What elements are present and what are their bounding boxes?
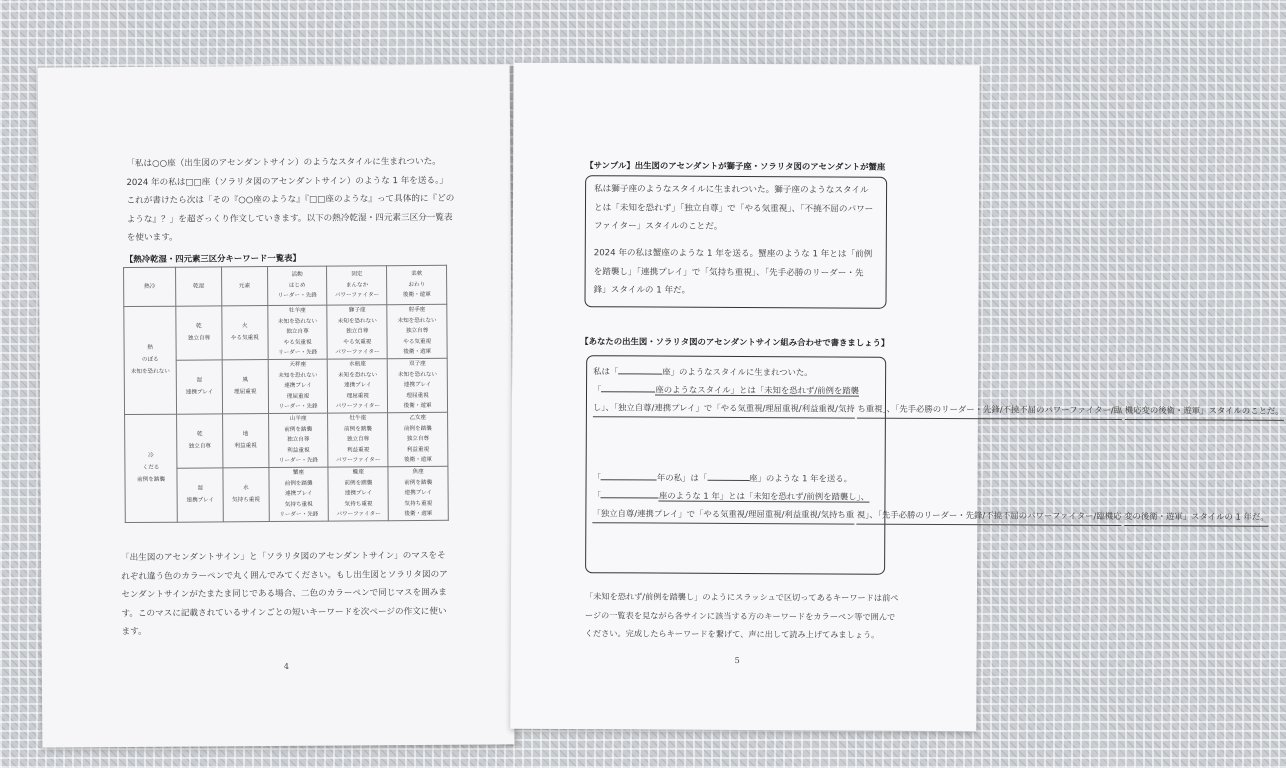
heat-cell: 冷 くだる 前例を踏襲	[125, 414, 178, 522]
element-cell: 水 気持ち重視	[223, 467, 269, 521]
header-cardinal: 活動 はじめ リーダー・先鋒	[267, 266, 327, 305]
header-fixed: 固定 まんなか パワーファイター	[327, 266, 387, 305]
sample-line: とは「未知を恐れず」「独立自尊」で「やる気重視」、「不撓不屈のパワー	[593, 202, 874, 215]
sample-box	[584, 175, 887, 309]
outro-line: 「出生図のアセンダントサイン」と「ソラリタ図のアセンダントサイン」のマスをそ	[121, 550, 446, 564]
sign-cell: 射手座 未知を恐れない 独立自尊 やる気重視 後衛・遊軍	[387, 304, 447, 358]
sign-cell: 蠍座 前例を踏襲 連携プレイ 気持ち重視 パワーファイター	[328, 467, 388, 521]
fill-in-line: 「 座のような 1 年」とは「未知を恐れず/前例を踏襲し」、	[592, 490, 870, 502]
fill-in-line: 「独立自尊/連携プレイ」で「やる気重視/理屈重視/利益重視/気持ち重	[592, 504, 854, 524]
fill-in-line: 私は「 座」のようなスタイルに生まれついた。	[593, 366, 813, 378]
sign-blank[interactable]	[601, 488, 659, 498]
sample-line: 2024 年の私は蟹座のような 1 年を送る。蟹座のような 1 年とは「前例	[593, 248, 873, 260]
sign-blank[interactable]	[707, 471, 749, 481]
intro-line: 2024 年の私は□□座（ソラリタ図のアセンダントサイン）のような 1 年を送る。」	[126, 175, 448, 188]
table-title: 【熱冷乾湿・四元素三区分キーワード一覧表】	[124, 252, 301, 265]
table-row	[124, 304, 447, 360]
instructions-line: ください。完成したらキーワードを繋げて、声に出して読み上げてみましょう。	[584, 628, 880, 640]
fill-in-line: し」、「独立自尊/連携プレイ」で「やる気重視/理屈重視/利益重視/気持	[593, 398, 855, 418]
outro-line: す。このマスに記載されているサインごとの短いキーワードを次ページの作文に使い	[121, 606, 447, 619]
sign-cell: 乙女座 前例を踏襲 独立自尊 利益重視 後衛・遊軍	[388, 412, 448, 466]
table-header-row	[124, 265, 447, 306]
header-heat: 熱冷	[124, 267, 176, 306]
sample-line: を踏襲し」「連携プレイ」で「気持ち重視」、「先手必勝のリーダー・先	[593, 266, 864, 279]
element-cell: 風 理屈重視	[222, 360, 268, 414]
element-cell: 火 やる気重視	[222, 306, 268, 360]
page-number: 5	[734, 655, 740, 665]
right-page	[510, 63, 1284, 731]
header-mutable: 柔軟 おわり 後衛・遊軍	[387, 265, 447, 304]
dryness-cell: 湿 連携プレイ	[177, 468, 223, 522]
intro-line: これが書けたら次は「その『○○座のような』『□□座のような』って具体的に『どの	[126, 193, 455, 207]
header-element: 元素	[221, 267, 267, 306]
outro-paragraph	[121, 547, 448, 642]
sign-blank[interactable]	[618, 364, 662, 374]
sign-cell: 魚座 前例を踏襲 連携プレイ 気持ち重視 後衛・遊軍	[388, 466, 448, 520]
instructions-line: ージの一覧表を見ながら各サインに該当する方のキーワードをカラーペン等で囲んで	[584, 609, 896, 622]
dryness-cell: 乾 独立自尊	[176, 306, 222, 360]
year-blank[interactable]	[601, 470, 657, 480]
sign-cell: 山羊座 前例を踏襲 独立自尊 利益重視 リーダー・先鋒	[268, 413, 328, 467]
sample-paragraph-1	[594, 180, 874, 237]
sample-title: 【サンプル】出生図のアセンダントが獅子座・ソラリタ図のアセンダントが蟹座	[585, 160, 886, 172]
sign-cell: 水瓶座 未知を恐れない 連携プレイ 理屈重視 パワーファイター	[328, 359, 388, 413]
element-cell: 地 利益重視	[222, 413, 268, 467]
fill-in-line: 変の後衛・遊軍」スタイルの 1 年だ。	[1124, 507, 1269, 527]
instructions-line: 「未知を恐れず/前例を踏襲し」のようにスラッシュで区切ってあるキーワードは前ペ	[584, 591, 899, 603]
sign-blank[interactable]	[601, 382, 655, 392]
fill-in-paragraph-1	[593, 362, 1284, 421]
fill-in-paragraph-2	[592, 468, 1269, 527]
sign-cell: 牡牛座 前例を踏襲 独立自尊 利益重視 パワーファイター	[328, 413, 388, 467]
sign-cell: 蟹座 前例を踏襲 連携プレイ 気持ち重視 リーダー・先鋒	[269, 467, 329, 521]
sample-line: ファイター」スタイルのことだ。	[593, 221, 723, 232]
instructions-paragraph	[585, 587, 899, 644]
heat-cell: 熱 のぼる 未知を恐れない	[124, 306, 177, 414]
sample-line: 私は獅子座のようなスタイルに生まれついた。獅子座のようなスタイル	[594, 184, 869, 196]
fill-in-line: 「 年の私」は「 座」のような 1 年を送る。	[592, 472, 853, 484]
sign-cell: 双子座 未知を恐れない 連携プレイ 理屈重視 後衛・遊軍	[388, 358, 448, 412]
sample-paragraph-2	[594, 244, 873, 301]
fill-in-line: 視」、「先手必勝のリーダー・先鋒/不撓不屈のパワーファイター/臨機応	[857, 506, 1122, 526]
left-page	[38, 64, 515, 747]
header-dryness: 乾湿	[176, 267, 222, 306]
intro-paragraph	[126, 153, 454, 248]
intro-line: 「私は○○座（出生図のアセンダントサイン）のようなスタイルに生まれついた。	[126, 156, 441, 170]
intro-line: ような』？」を超ざっくり作文していきます。以下の熱冷乾湿・四元素三区分一覧表	[126, 212, 453, 225]
fill-in-line: 機応変の後衛・遊軍」スタイルのことだ。	[1125, 401, 1284, 421]
sign-cell: 天秤座 未知を恐れない 連携プレイ 理屈重視 リーダー・先鋒	[268, 359, 328, 413]
intro-line: を使います。	[126, 232, 178, 244]
outro-line: ます。	[121, 626, 147, 638]
fill-in-box	[585, 355, 1284, 575]
form-title: 【あなたの出生図・ソラリタ図のアセンダントサイン組み合わせで書きましょう】	[580, 336, 890, 348]
outro-line: センダントサインがたまたま同じである場合、二色のカラーペンで同じマスを囲みま	[121, 587, 448, 601]
dryness-cell: 乾 独立自尊	[177, 414, 223, 468]
sign-cell: 獅子座 未知を恐れない 独立自尊 やる気重視 パワーファイター	[327, 305, 387, 359]
dryness-cell: 湿 連携プレイ	[176, 360, 222, 414]
sign-cell: 牡羊座 未知を恐れない 独立自尊 やる気重視 リーダー・先鋒	[268, 305, 328, 359]
fill-in-line: 「 座のようなスタイル」とは「未知を恐れず/前例を踏襲	[593, 384, 860, 396]
outro-line: れぞれ違う色のカラーペンで丸く囲んでみてください。もし出生図とソラリタ図のア	[121, 569, 448, 582]
sample-line: 鋒」スタイルの 1 年だ。	[593, 285, 691, 296]
fill-in-line: ち重視」、「先手必勝のリーダー・先鋒/不撓不屈のパワーファイター/臨	[857, 400, 1122, 420]
keyword-table	[123, 265, 449, 523]
table-row	[125, 412, 448, 468]
page-number: 4	[283, 661, 289, 671]
